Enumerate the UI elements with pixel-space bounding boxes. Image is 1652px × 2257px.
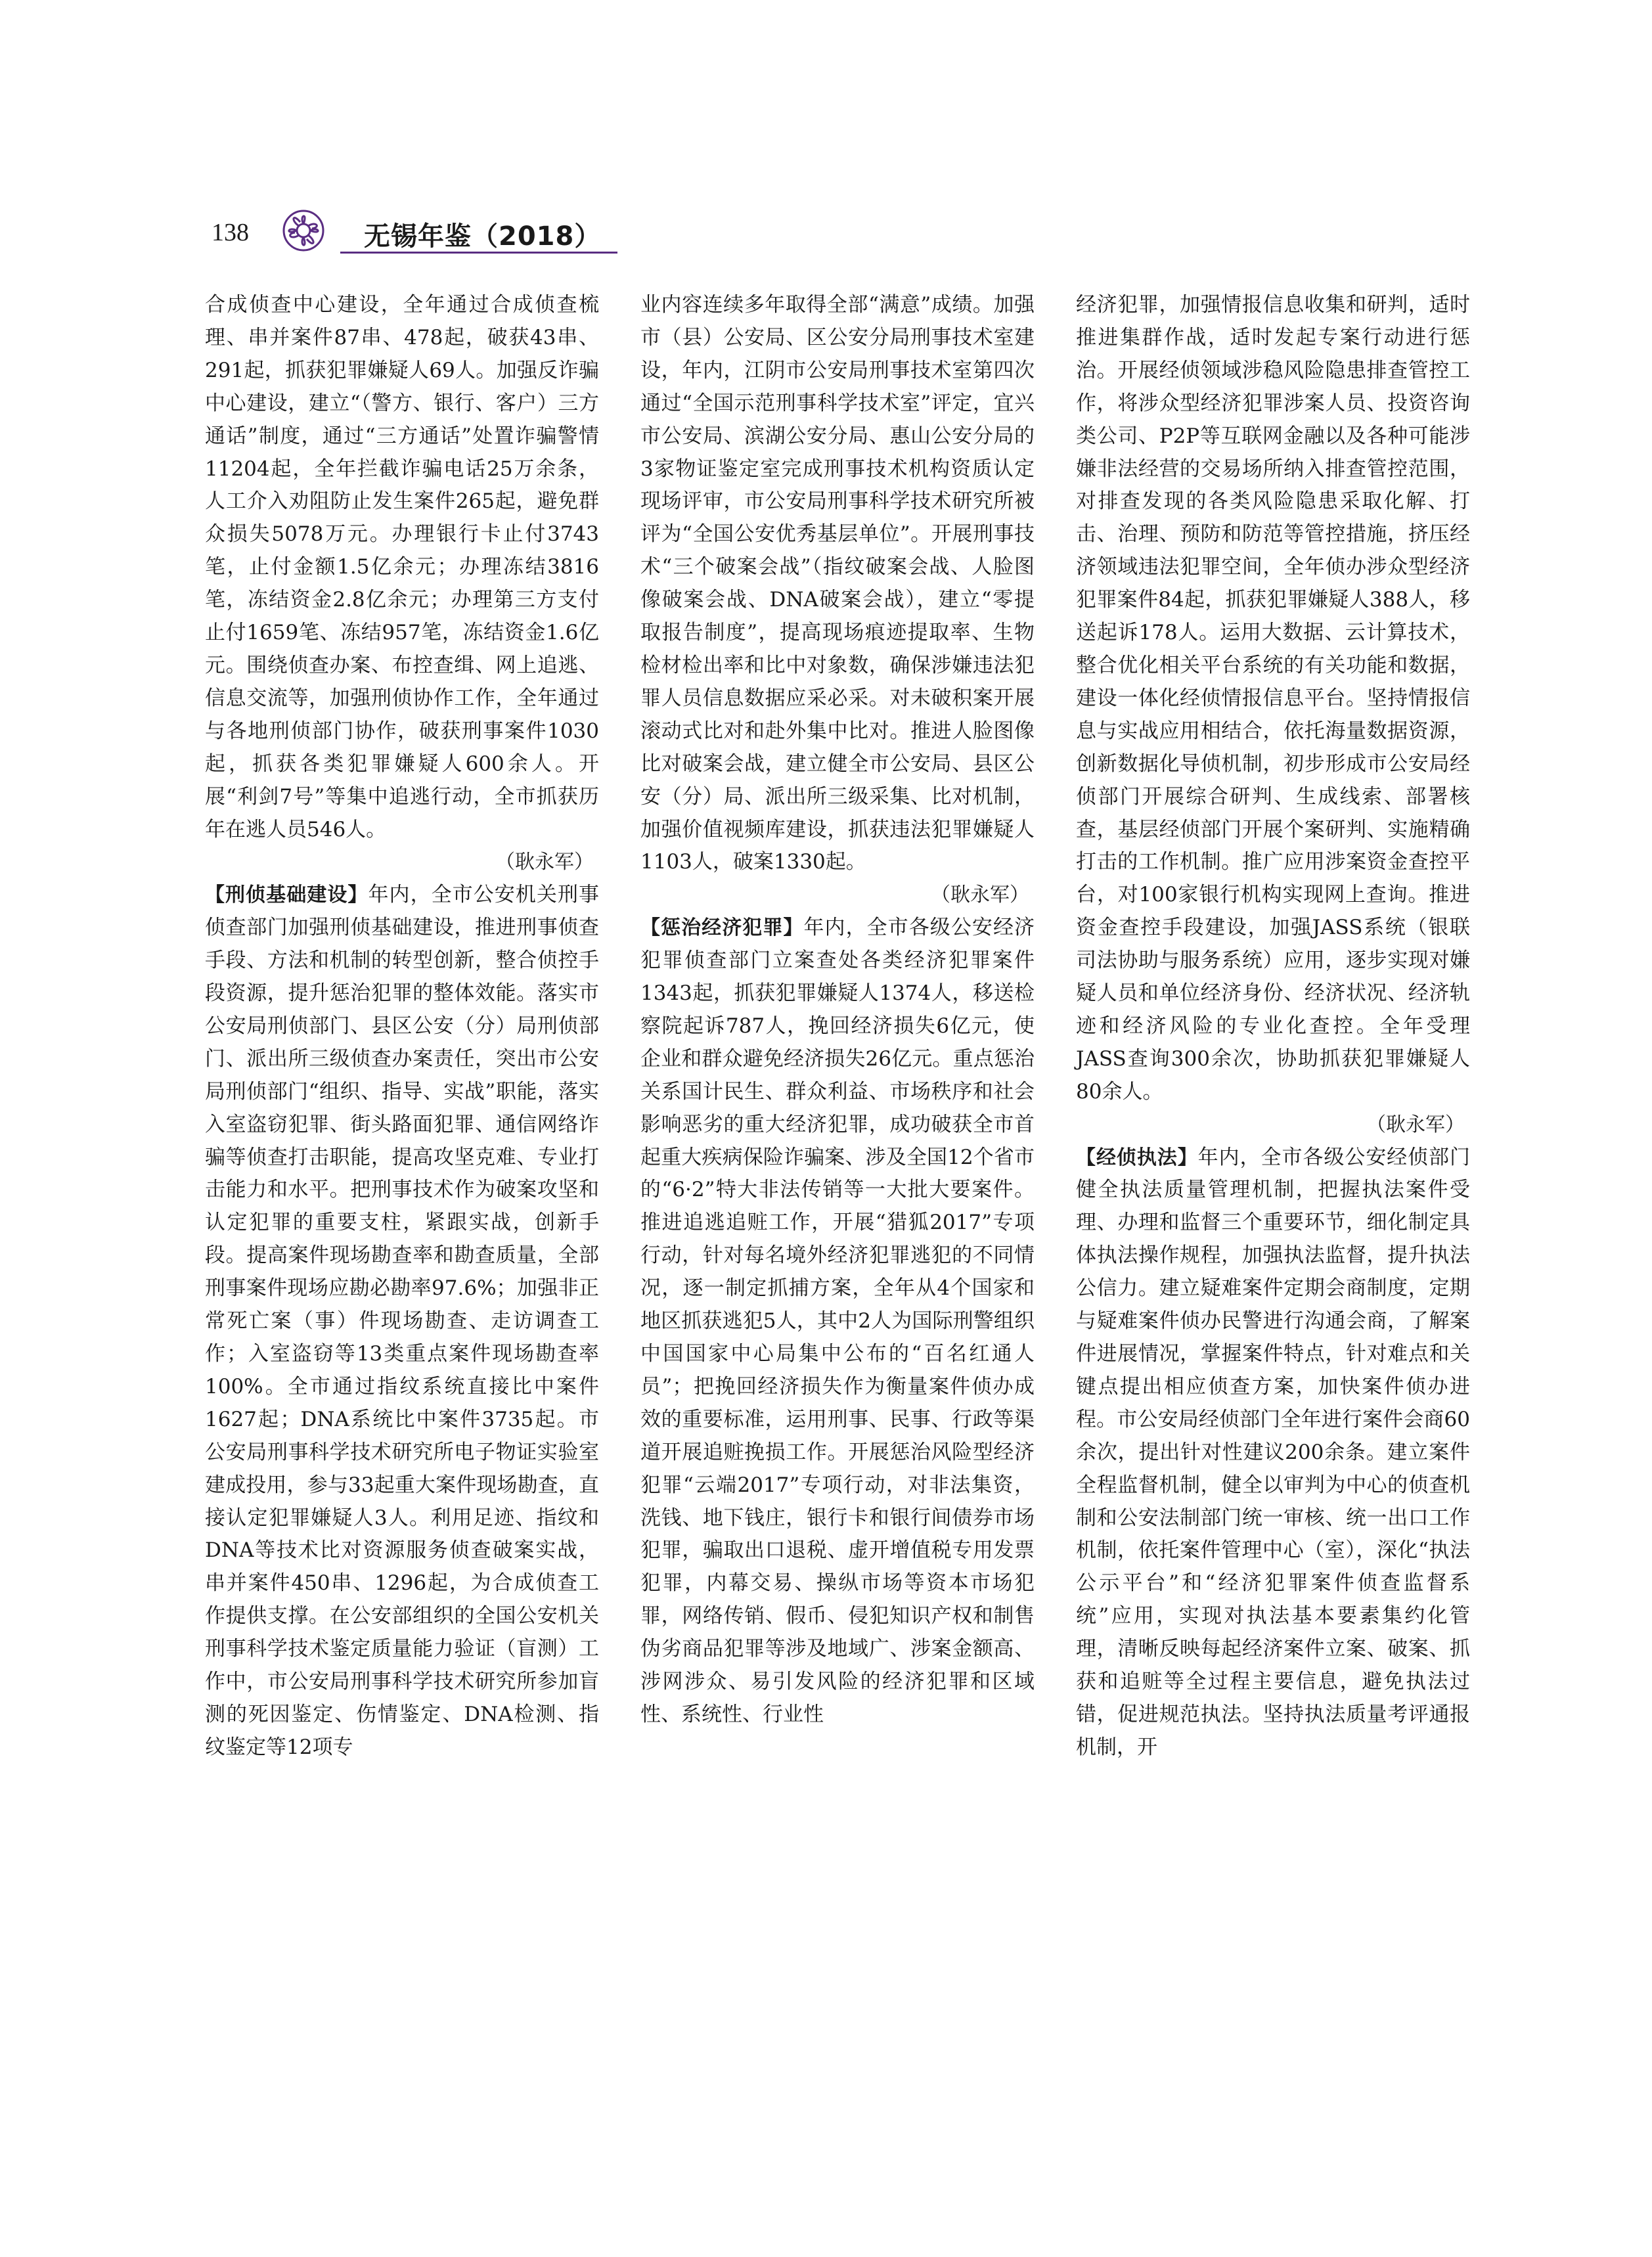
column-middle bbox=[640, 289, 1035, 1732]
section-heading: 【刑侦基础建设】 bbox=[205, 883, 368, 907]
paragraph: 业内容连续多年取得全部“满意”成绩。加强市（县）公安局、区公安分局刑事技术室建设，年内，江阴市公安局刑事技术室第四次通过“全国示范刑事科学技术室”评定，宜兴市公安局、滨湖公安分局、惠山公安分局的3家物证鉴定室完成刑事技术机构资质认定现场评审，市公安局刑事科学技术研究所被评为“全国公安优秀基层单位”。开展刑事技术“三个破案会战”（指纹破案会战、人脸图像破案会战、DNA破案会战），建立“零提取报告制度”，提高现场痕迹提取率、生物检材检出率和比中对象数，确保涉嫌违法犯罪人员信息数据应采必采。对未破积案开展滚动式比对和赴外集中比对。推进人脸图像比对破案会战，建立健全市公安局、县区公安（分）局、派出所三级采集、比对机制，加强价值视频库建设，抓获违法犯罪嫌疑人1103人，破案1330起。 bbox=[640, 293, 1035, 874]
page-header bbox=[212, 205, 617, 257]
column-right bbox=[1076, 289, 1470, 1764]
yearbook-flower-emblem-icon bbox=[280, 208, 326, 254]
column-left bbox=[205, 289, 599, 1764]
section-body: 年内，全市公安机关刑事侦查部门加强刑侦基础建设，推进刑事侦查手段、方法和机制的转型创新，整合侦控手段资源，提升惩治犯罪的整体效能。落实市公安局刑侦部门、县区公安（分）局刑侦部门、派出所三级侦查办案责任，突出市公安局刑侦部门“组织、指导、实战”职能，落实入室盗窃犯罪、街头路面犯罪、通信网络诈骗等侦查打击职能，提高攻坚克难、专业打击能力和水平。把刑事技术作为破案攻坚和认定犯罪的重要支柱，紧跟实战，创新手段。提高案件现场勘查率和勘查质量，全部刑事案件现场应勘必勘率97.6%；加强非正常死亡案（事）件现场勘查、走访调查工作；入室盗窃等13类重点案件现场勘查率100%。全市通过指纹系统直接比中案件1627起；DNA系统比中案件3735起。市公安局刑事科学技术研究所电子物证实验室建成投用，参与33起重大案件现场勘查，直接认定犯罪嫌疑人3人。利用足迹、指纹和DNA等技术比对资源服务侦查破案实战，串并案件450串、1296起，为合成侦查工作提供支撑。在公安部组织的全国公安机关刑事科学技术鉴定质量能力验证（盲测）工作中，市公安局刑事科学技术研究所参加盲测的死因鉴定、伤情鉴定、DNA检测、指纹鉴定等12项专 bbox=[205, 883, 600, 1759]
author-signature: （耿永军） bbox=[495, 851, 594, 874]
author-signature: （耿永军） bbox=[1366, 1113, 1465, 1136]
book-title: 无锡年鉴（2018） bbox=[364, 221, 602, 252]
paragraph bbox=[640, 912, 1035, 1732]
paragraph bbox=[1076, 1142, 1470, 1764]
paragraph: 经济犯罪，加强情报信息收集和研判，适时推进集群作战，适时发起专案行动进行惩治。开展经侦领域涉稳风险隐患排查管控工作，将涉众型经济犯罪涉案人员、投资咨询类公司、P2P等互联网金融以及各种可能涉嫌非法经营的交易场所纳入排查管控范围，对排查发现的各类风险隐患采取化解、打击、治理、预防和防范等管控措施，挤压经济领域违法犯罪空间，全年侦办涉众型经济犯罪案件84起，抓获犯罪嫌疑人388人，移送起诉178人。运用大数据、云计算技术，整合优化相关平台系统的有关功能和数据，建设一体化经侦情报信息平台。坚持情报信息与实战应用相结合，依托海量数据资源，创新数据化导侦机制，初步形成市公安局经侦部门开展综合研判、生成线索、部署核查，基层经侦部门开展个案研判、实施精确打击的工作机制。推广应用涉案资金查控平台，对100家银行机构实现网上查询。推进资金查控手段建设，加强JASS系统（银联司法协助与服务系统）应用，逐步实现对嫌疑人员和单位经济身份、经济状况、经济轨迹和经济风险的专业化查控。全年受理JASS查询300余次，协助抓获犯罪嫌疑人80余人。 bbox=[1076, 293, 1470, 1104]
paragraph bbox=[205, 879, 599, 1764]
section-body: 年内，全市各级公安经侦部门健全执法质量管理机制，把握执法案件受理、办理和监督三个重要环节，细化制定具体执法操作规程，加强执法监督，提升执法公信力。建立疑难案件定期会商制度，定期与疑难案件侦办民警进行沟通会商，了解案件进展情况，掌握案件特点，针对难点和关键点提出相应侦查方案，加快案件侦办进程。市公安局经侦部门全年进行案件会商60余次，提出针对性建议200余条。建立案件全程监督机制，健全以审判为中心的侦查机制和公安法制部门统一审核、统一出口工作机制，依托案件管理中心（室），深化“执法公示平台”和“经济犯罪案件侦查监督系统”应用，实现对执法基本要素集约化管理，清晰反映每起经济案件立案、破案、抓获和追赃等全过程主要信息，避免执法过错，促进规范执法。坚持执法质量考评通报机制，开 bbox=[1076, 1145, 1471, 1759]
header-rule bbox=[340, 252, 617, 254]
paragraph: 合成侦查中心建设，全年通过合成侦查梳理、串并案件87串、478起，破获43串、291起，抓获犯罪嫌疑人69人。加强反诈骗中心建设，建立“（警方、银行、客户）三方通话”制度，通过“三方通话”处置诈骗警情11204起，全年拦截诈骗电话25万余条，人工介入劝阻防止发生案件265起，避免群众损失5078万元。办理银行卡止付3743笔，止付金额1.5亿余元；办理冻结3816笔，冻结资金2.8亿余元；办理第三方支付止付1659笔、冻结957笔，冻结资金1.6亿元。围绕侦查办案、布控查缉、网上追逃、信息交流等，加强刑侦协作工作，全年通过与各地刑侦部门协作，破获刑事案件1030起，抓获各类犯罪嫌疑人600余人。开展“利剑7号”等集中追逃行动，全市抓获历年在逃人员546人。 bbox=[205, 293, 599, 841]
section-heading: 【惩治经济犯罪】 bbox=[640, 916, 804, 940]
author-signature: （耿永军） bbox=[931, 883, 1029, 907]
section-heading: 【经侦执法】 bbox=[1076, 1146, 1198, 1169]
section-body: 年内，全市各级公安经济犯罪侦查部门立案查处各类经济犯罪案件1343起，抓获犯罪嫌疑人1374人，移送检察院起诉787人，挽回经济损失6亿元，使企业和群众避免经济损失26亿元。重点惩治关系国计民生、群众利益、市场秩序和社会影响恶劣的重大经济犯罪，成功破获全市首起重大疾病保险诈骗案、涉及全国12个省市的“6·2”特大非法传销等一大批大要案件。推进追逃追赃工作，开展“猎狐2017”专项行动，针对每名境外经济犯罪逃犯的不同情况，逐一制定抓捕方案，全年从4个国家和地区抓获逃犯5人，其中2人为国际刑警组织中国国家中心局集中公布的“百名红通人员”；把挽回经济损失作为衡量案件侦办成效的重要标准，运用刑事、民事、行政等渠道开展追赃挽损工作。开展惩治风险型经济犯罪“云端2017”专项行动，对非法集资，洗钱、地下钱庄，银行卡和银行间债券市场犯罪，骗取出口退税、虚开增值税专用发票犯罪，内幕交易、操纵市场等资本市场犯罪，网络传销、假币、侵犯知识产权和制售伪劣商品犯罪等涉及地域广、涉案金额高、涉网涉众、易引发风险的经济犯罪和区域性、系统性、行业性 bbox=[640, 916, 1035, 1726]
page-number: 138 bbox=[212, 219, 249, 246]
